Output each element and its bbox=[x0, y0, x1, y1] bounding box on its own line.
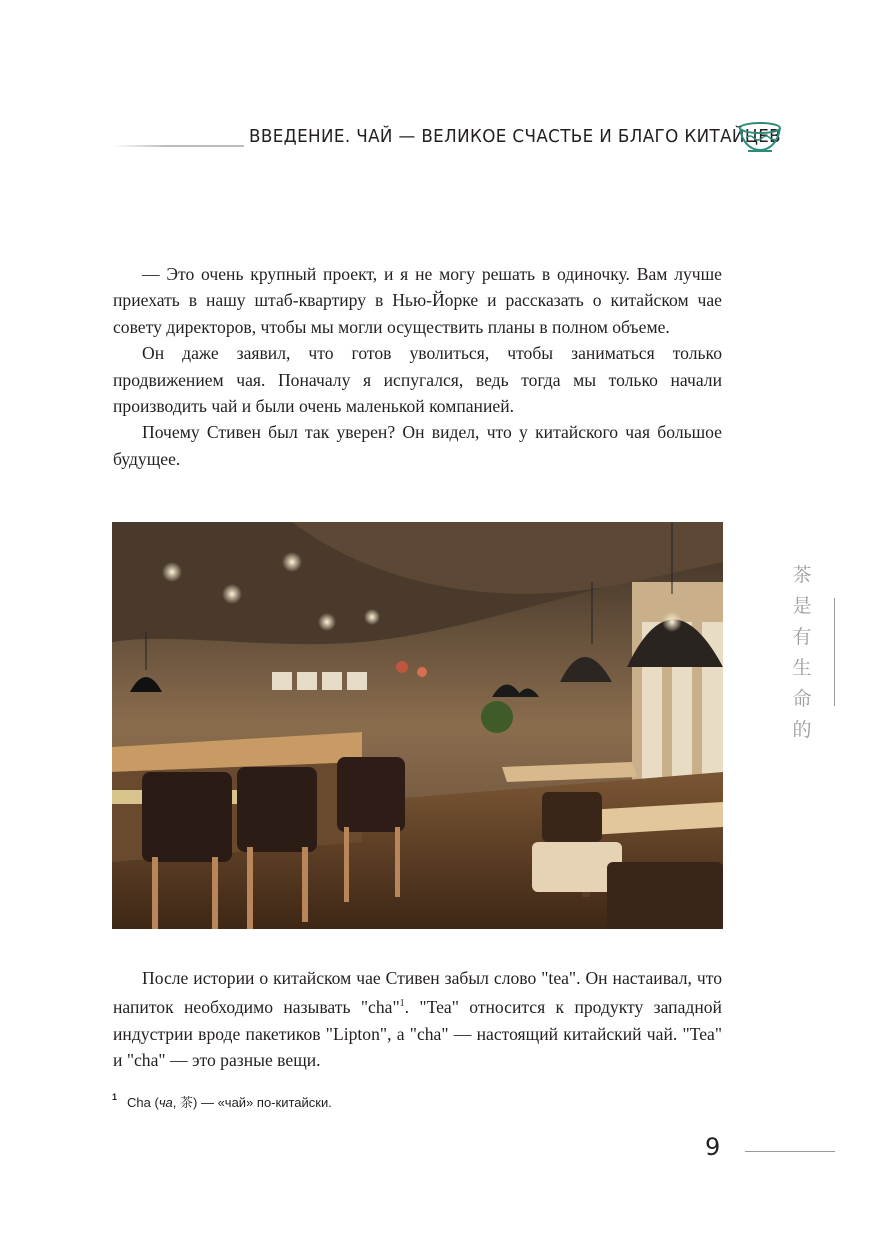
footnote-term-italic: ча bbox=[158, 1095, 173, 1110]
body-text-top bbox=[113, 261, 722, 472]
footnote-term: Cha ( bbox=[127, 1095, 159, 1110]
running-header: ВВЕДЕНИЕ. ЧАЙ — ВЕЛИКОЕ СЧАСТЬЕ И БЛАГО КИТАЙЦЕВ bbox=[249, 126, 782, 147]
footnote-ref[interactable]: 1 bbox=[399, 998, 405, 1010]
footnote-hanzi: , 茶) bbox=[172, 1095, 198, 1110]
paragraph-text: После истории о китайском чае Стивен забыл слово "tea". Он настаивал, что напиток необходимо называть "cha" bbox=[113, 968, 722, 1018]
side-vertical-text bbox=[790, 560, 814, 746]
paragraph: — Это очень крупный проект, и я не могу решать в одиночку. Вам лучше приехать в нашу штаб-квартиру в Нью-Йорке и рассказать о китайском чае совету директоров, чтобы мы могли осуществить планы в полном объеме. bbox=[113, 264, 722, 337]
footnote-marker: 1 bbox=[112, 1091, 118, 1102]
side-char: 茶 bbox=[792, 564, 812, 586]
footnote-definition: — «чай» по-китайски. bbox=[197, 1095, 332, 1110]
side-char: 是 bbox=[792, 595, 812, 617]
footnote bbox=[112, 1092, 332, 1111]
side-char: 的 bbox=[792, 719, 812, 741]
side-rule bbox=[834, 598, 835, 706]
tea-house-interior-photo bbox=[112, 522, 723, 929]
page-number: 9 bbox=[705, 1133, 721, 1161]
side-char: 有 bbox=[792, 626, 812, 648]
paragraph: Почему Стивен был так уверен? Он видел, что у китайского чая большое будущее. bbox=[113, 422, 722, 469]
paragraph-text: . "Tea" относится к продукту западной индустрии вроде пакетиков "Lipton", а "cha" — настоящий китайский чай. "Tea" и "cha" — это разные вещи. bbox=[113, 997, 722, 1071]
footer-rule bbox=[745, 1151, 835, 1152]
header-rule bbox=[112, 145, 244, 147]
body-text-bottom bbox=[113, 965, 722, 1073]
paragraph: Он даже заявил, что готов уволиться, чтобы заниматься только продвижением чая. Поначалу я испугался, ведь тогда мы только начали производить чай и были очень маленькой компанией. bbox=[113, 343, 722, 417]
paragraph bbox=[113, 965, 722, 1073]
side-char: 生 bbox=[792, 657, 812, 679]
side-char: 命 bbox=[792, 688, 812, 710]
tea-bowl-icon bbox=[738, 120, 782, 156]
